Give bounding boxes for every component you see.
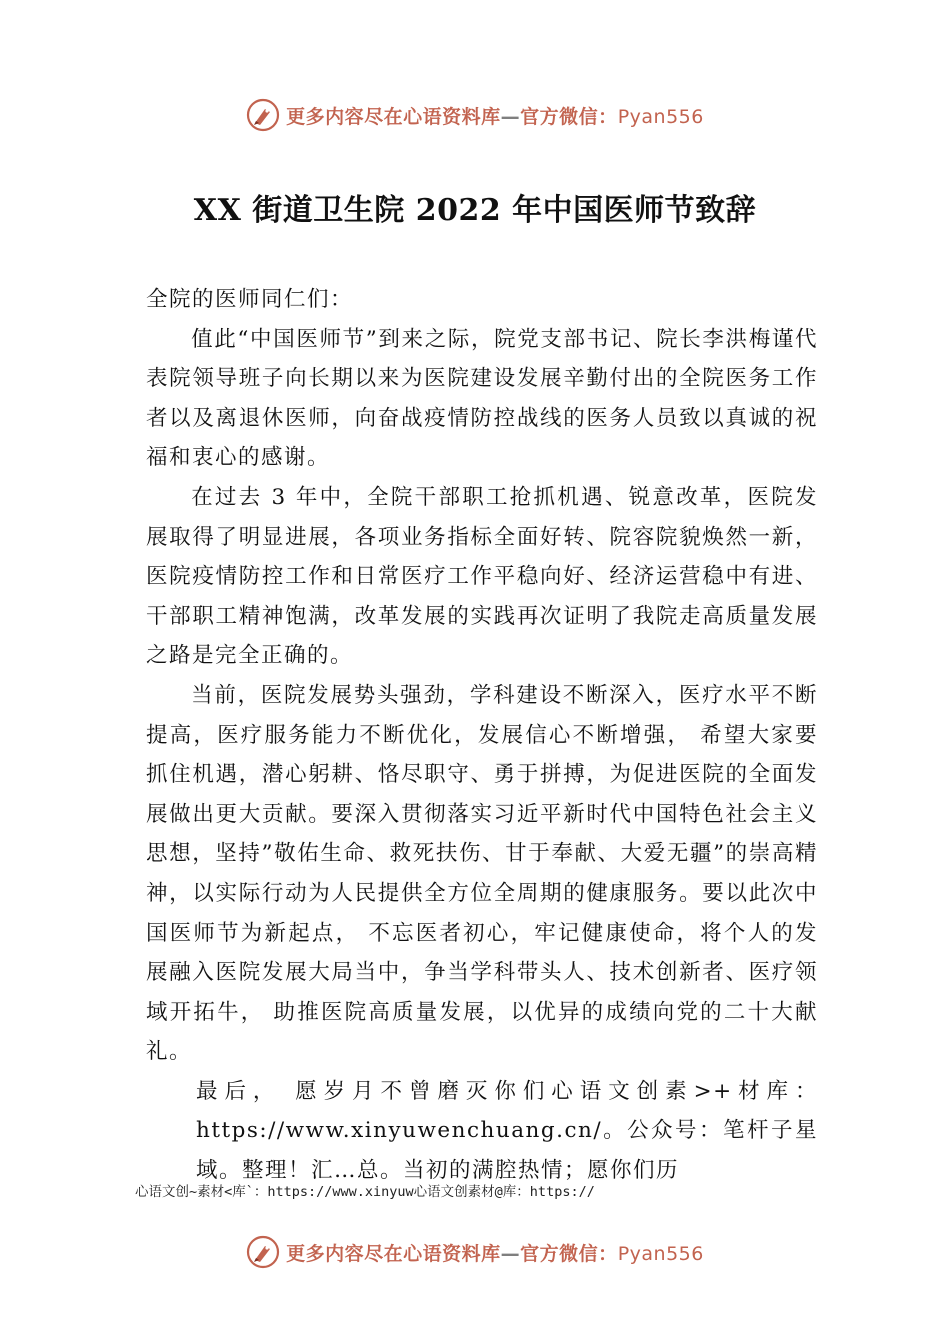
footer-banner bbox=[0, 1232, 950, 1272]
document-body bbox=[146, 280, 818, 1191]
banner-wechat-id: Pyan556 bbox=[617, 1242, 704, 1265]
watermark-line: 心语文创~素材<库`：https://www.xinyuw心语文创素材@库：https:// bbox=[135, 1184, 595, 1200]
pen-nib-logo-icon bbox=[246, 98, 280, 132]
salutation: 全院的医师同仁们： bbox=[146, 287, 354, 312]
banner-brand: 更多内容尽在心语资料库 bbox=[286, 105, 501, 128]
banner-separator: — bbox=[500, 1242, 521, 1265]
paragraph-3: 当前，医院发展势头强劲，学科建设不断深入，医疗水平不断提高，医疗服务能力不断优化，发展信心不断增强， 希望大家要抓住机遇，潜心躬耕、恪尽职守、勇于拼搏，为促进医院的全面发展做出更大贡献。要深入贯彻落实习近平新时代中国特色社会主义思想，坚持”敬佑生命、救死扶伤、甘于奉献、大爱无疆”的崇高精神，以实际行动为人民提供全方位全周期的健康服务。要以此次中国医师节为新起点， 不忘医者初心，牢记健康使命，将个人的发展融入医院发展大局当中，争当学科带头人、技术创新者、医疗领域开拓牛， 助推医院高质量发展，以优异的成绩向党的二十大献礼。 bbox=[146, 682, 818, 1065]
banner-brand: 更多内容尽在心语资料库 bbox=[286, 1242, 501, 1265]
closing-paragraph: 最后， 愿岁月不曾磨灭你们心语文创素>+材库：https://www.xinyuwenchuang.cn/。公众号：笔杆子星域。整理！汇…总。当初的满腔热情；愿你们历 bbox=[196, 1078, 818, 1184]
banner-text bbox=[286, 1239, 704, 1266]
banner-separator: — bbox=[500, 105, 521, 128]
banner-text bbox=[286, 102, 704, 129]
banner-wechat-id: Pyan556 bbox=[617, 105, 704, 128]
banner-wechat-label: 官方微信： bbox=[520, 1242, 618, 1265]
paragraph-2: 在过去 3 年中，全院干部职工抢抓机遇、锐意改革，医院发展取得了明显进展，各项业务指标全面好转、院容院貌焕然一新，医院疫情防控工作和日常医疗工作平稳向好、经济运营稳中有进、干部职工精神饱满，改革发展的实践再次证明了我院走高质量发展之路是完全正确的。 bbox=[146, 484, 818, 669]
banner-wechat-label: 官方微信： bbox=[520, 105, 618, 128]
document-title: XX 街道卫生院 2022 年中国医师节致辞 bbox=[193, 193, 757, 228]
pen-nib-logo-icon bbox=[246, 1235, 280, 1269]
paragraph-1: 值此“中国医师节”到来之际，院党支部书记、院长李洪梅谨代表院领导班子向长期以来为医院建设发展辛勤付出的全院医务工作者以及离退休医师，向奋战疫情防控战线的医务人员致以真诚的祝福和衷心的感谢。 bbox=[146, 326, 818, 471]
header-banner bbox=[0, 95, 950, 135]
